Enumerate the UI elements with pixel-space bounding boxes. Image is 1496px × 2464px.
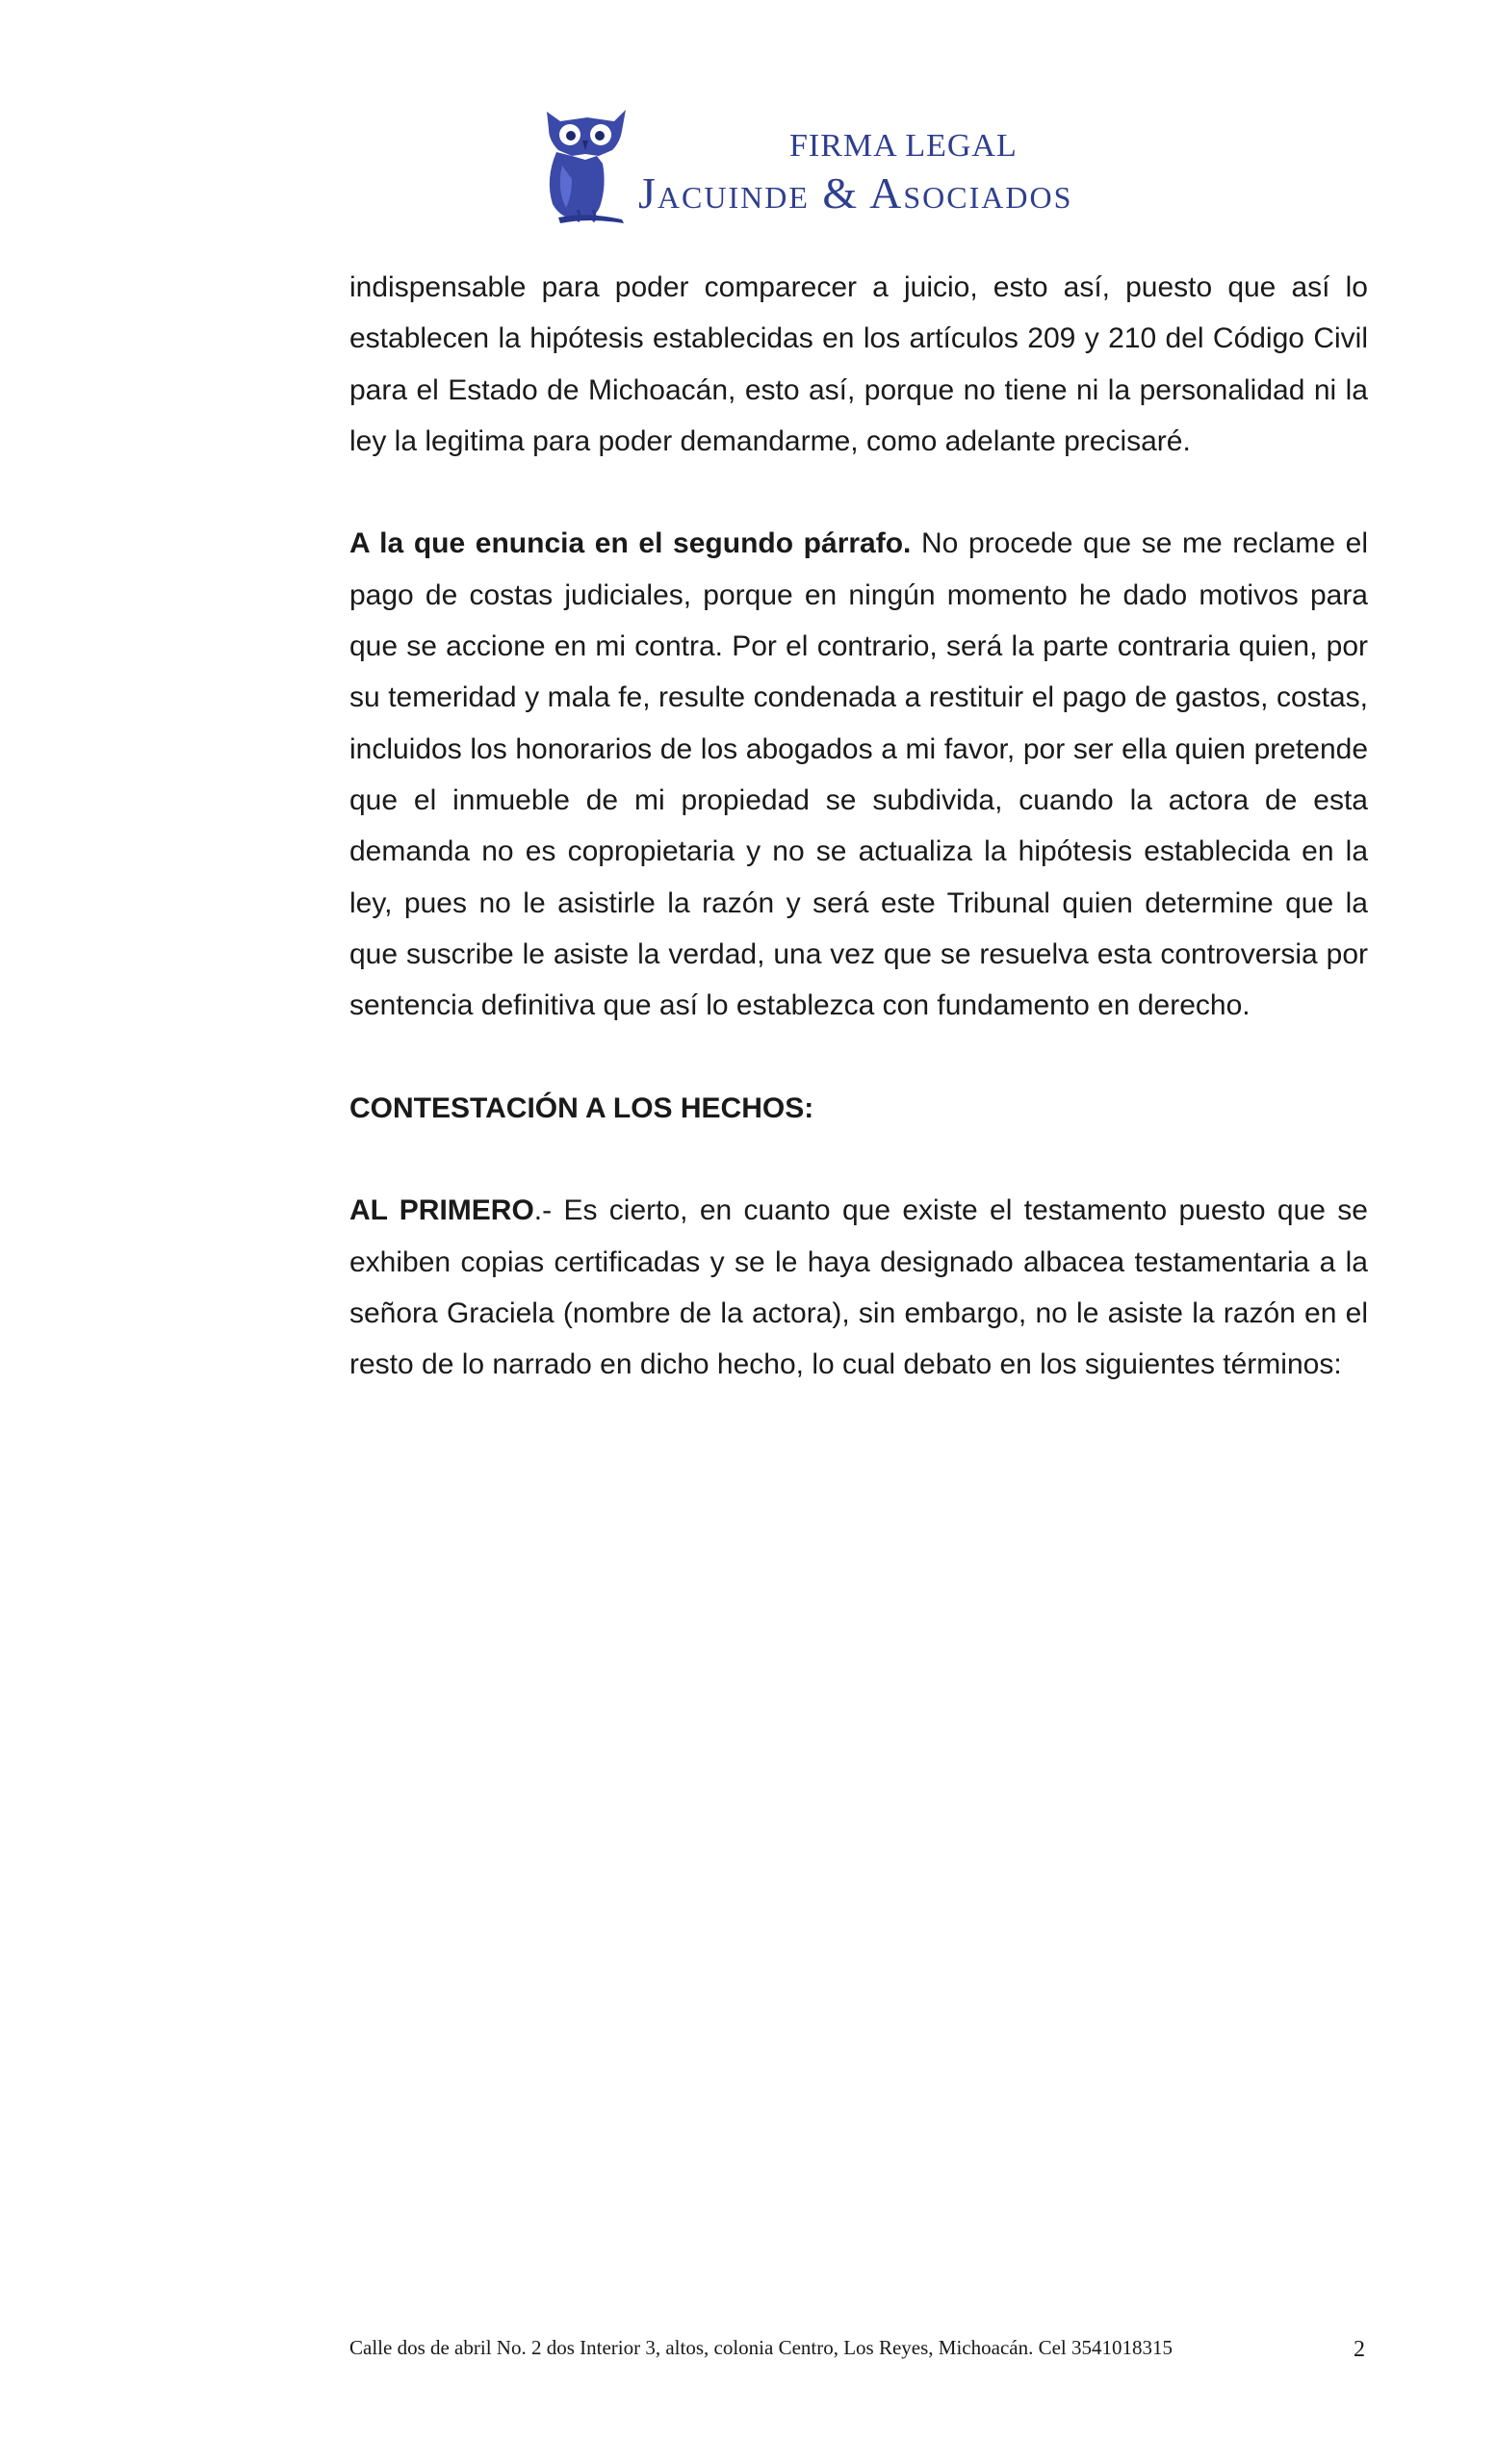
document-body [349,262,1368,1442]
paragraph-2-text: No procede que se me reclame el pago de costas judiciales, porque en ningún momento he dado motivos para que se accione en mi contra. Por el contrario, será la parte contraria quien, por su temeridad y mala fe, resulte condenada a restituir el pago de gastos, costas, incluidos los honorarios de los abogados a mi favor, por ser ella quien pretende que el inmueble de mi propiedad se subdivida, cuando la actora de esta demanda no es copropietaria y no se actualiza la hipótesis establecida en la ley, pues no le asistirle la razón y será este Tribunal quien determine que la que suscribe le asiste la verdad, una vez que se resuelva esta controversia por sentencia definitiva que así lo establezca con fundamento en derecho. [349,527,1368,1022]
paragraph-2 [349,518,1368,1031]
firm-subtitle: FIRMA LEGAL [789,128,1018,164]
paragraph-1: indispensable para poder comparecer a juicio, esto así, puesto que así lo establecen la hipótesis establecidas en los artículos 209 y 210 del Código Civil para el Estado de Michoacán, esto así, porque no tiene ni la personalidad ni la ley la legitima para poder demandarme, como adelante precisaré. [349,271,1368,457]
paragraph-3 [349,1185,1368,1390]
owl-icon [539,104,631,229]
footer-address: Calle dos de abril No. 2 dos Interior 3, altos, colonia Centro, Los Reyes, Michoacán. Cel 3541018315 [349,2336,1174,2359]
paragraph-3-text: .- Es cierto, en cuanto que existe el testamento puesto que se exhiben copias certificadas y se le haya designado albacea testamentaria a la señora Graciela (nombre de la actora), sin embargo, no le asiste la razón en el resto de lo narrado en dicho hecho, lo cual debato en los siguientes términos: [349,1194,1368,1381]
firm-name: Jacuinde & Asociados [638,168,1073,218]
paragraph-2-lead: A la que enuncia en el segundo párrafo. [349,527,912,560]
letterhead [539,104,1213,229]
paragraph-3-lead: AL PRIMERO [349,1194,534,1227]
section-heading: CONTESTACIÓN A LOS HECHOS: [349,1091,814,1124]
page-number: 2 [1354,2337,1365,2362]
